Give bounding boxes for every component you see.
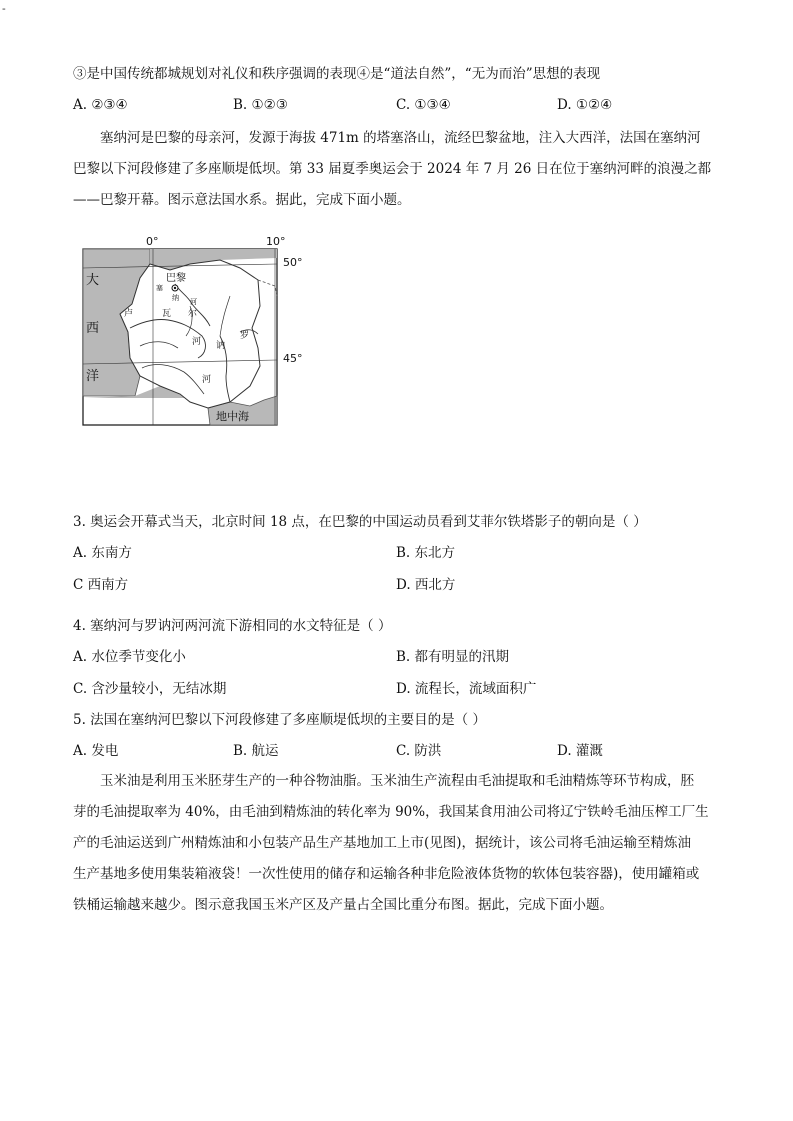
q5-option-d: D. 灌溉 — [557, 743, 603, 759]
question-5-stem: 5. 法国在塞纳河巴黎以下河段修建了多座顺堤低坝的主要目的是（ ） — [73, 712, 486, 728]
river-char: 卢 — [124, 309, 134, 319]
river-char: 河 — [192, 337, 202, 347]
passage-line: 塞纳河是巴黎的母亲河，发源于海拔 471m 的塔塞洛山，流经巴黎盆地，注入大西洋，法国在塞纳河 — [100, 130, 701, 146]
river-char: 河 — [202, 375, 212, 385]
prev-option-d: D. ①②④ — [557, 97, 613, 113]
sea-label: 地中海 — [216, 410, 249, 423]
question-4-stem: 4. 塞纳河与罗讷河两河流下游相同的水文特征是（ ） — [73, 618, 392, 634]
river-char: 尔 — [188, 309, 198, 319]
q5-option-b: B. 航运 — [233, 743, 279, 759]
passage-line: 产的毛油运送到广州精炼油和小包装产品生产基地加工上市(见图)，据统计，该公司将毛油运输至精炼油 — [73, 835, 692, 851]
q3-option-d: D. 西北方 — [396, 577, 456, 593]
page-marker: - — [2, 2, 6, 15]
lat-label-45: 45° — [283, 352, 303, 365]
q3-option-b: B. 东北方 — [396, 545, 456, 561]
passage-line: 生产基地多使用集装箱液袋！一次性使用的储存和运输各种非危险液体货物的软体包装容器)，使用罐箱或 — [73, 866, 700, 882]
q3-option-a: A. 东南方 — [73, 545, 132, 561]
lon-label-10: 10° — [266, 235, 286, 248]
river-char: 讷 — [216, 341, 226, 351]
ocean-label-2: 西 — [86, 321, 100, 336]
q5-option-a: A. 发电 — [73, 743, 119, 759]
prev-option-c: C. ①③④ — [396, 97, 451, 113]
question-3-stem: 3. 奥运会开幕式当天，北京时间 18 点，在巴黎的中国运动员看到艾菲尔铁塔影子的朝向是（ ） — [73, 514, 647, 530]
river-char: 罗 — [240, 331, 250, 341]
prev-option-b: B. ①②③ — [233, 97, 288, 113]
passage-line: 铁桶运输越来越少。图示意我国玉米产区及产量占全国比重分布图。据此，完成下面小题。 — [73, 897, 613, 913]
river-char: 纳 — [172, 294, 179, 302]
prev-option-a: A. ②③④ — [73, 97, 128, 113]
france-river-map — [80, 235, 303, 428]
q4-option-c: C. 含沙量较小，无结冰期 — [73, 681, 227, 697]
q4-option-b: B. 都有明显的汛期 — [396, 649, 510, 665]
q4-option-d: D. 流程长，流域面积广 — [396, 681, 537, 697]
q4-option-a: A. 水位季节变化小 — [73, 649, 186, 665]
passage-line: 玉米油是利用玉米胚芽生产的一种谷物油脂。玉米油生产流程由毛油提取和毛油精炼等环节构成，胚 — [100, 773, 694, 789]
passage-seine — [73, 123, 723, 216]
map-figure — [80, 235, 303, 428]
passage-line: ——巴黎开幕。图示意法国水系。据此，完成下面小题。 — [73, 192, 411, 208]
passage-line: 巴黎以下河段修建了多座顺堤低坝。第 33 届夏季奥运会于 2024 年 7 月 26 日在位于塞纳河畔的浪漫之都 — [73, 161, 712, 177]
lat-label-50: 50° — [283, 256, 303, 269]
lon-label-0: 0° — [146, 235, 159, 248]
river-char: 瓦 — [162, 309, 172, 319]
passage-line: 芽的毛油提取率为 40%，由毛油到精炼油的转化率为 90%，我国某食用油公司将辽宁铁岭毛油压榨工厂生 — [73, 804, 709, 820]
q5-option-c: C. 防洪 — [396, 743, 442, 759]
ocean-label-1: 大 — [86, 273, 100, 288]
passage-corn-oil — [73, 766, 723, 921]
river-char: 河 — [190, 298, 197, 306]
city-label-paris: 巴黎 — [166, 273, 186, 284]
river-char: 塞 — [156, 284, 163, 292]
q3-option-c: C 西南方 — [73, 577, 129, 593]
prev-question-stem: ③是中国传统都城规划对礼仪和秩序强调的表现④是“道法自然”，“无为而治”思想的表现 — [73, 66, 601, 82]
ocean-label-3: 洋 — [86, 369, 100, 384]
